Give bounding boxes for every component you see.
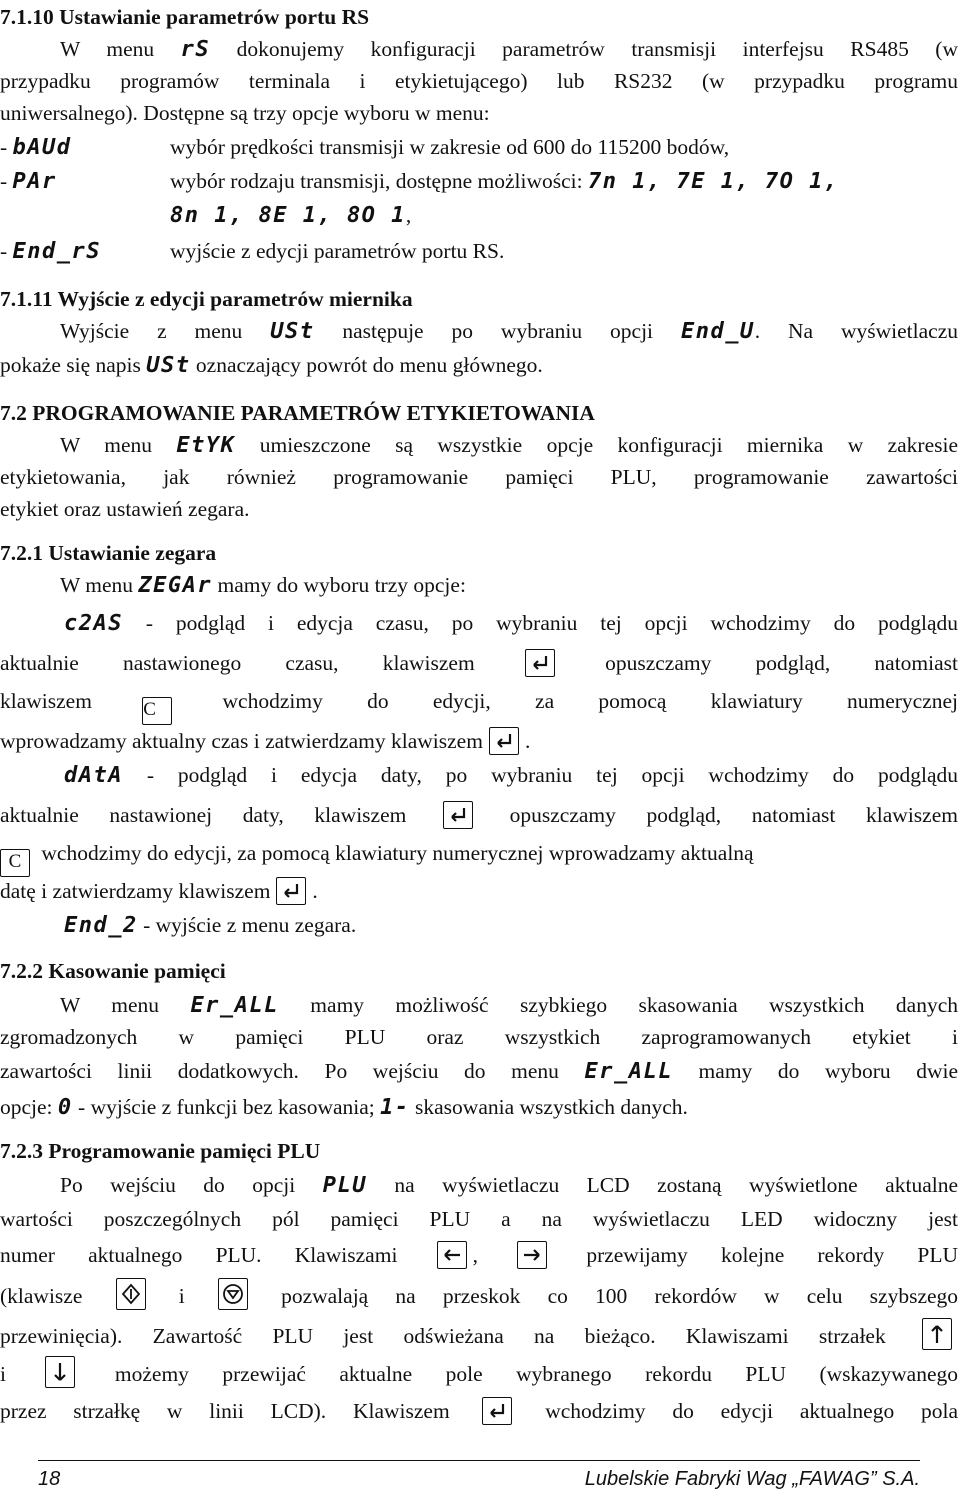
paragraph-line: W menu Er_ALL mamy możliwość szybkiego skasowania wszystkich danych <box>60 993 958 1018</box>
paragraph-line: (klawisze i pozwalają na przeskok co 100 rekordów w celu szybszego <box>0 1278 958 1311</box>
arrow-left-key-icon <box>437 1241 467 1269</box>
paragraph-line: etykiet oraz ustawień zegara. <box>0 497 250 521</box>
arrow-down-key-icon <box>45 1356 75 1388</box>
paragraph-line: C wchodzimy do edycji, za pomocą klawiatury numerycznej wprowadzamy aktualną <box>0 838 958 877</box>
paragraph-line: pokaże się napis USt oznaczający powrót do menu głównego. <box>0 353 543 378</box>
footer-divider <box>38 1460 920 1461</box>
paragraph-line: uniwersalnego). Dostępne są trzy opcje wyboru w menu: <box>0 101 490 125</box>
option-end-2: End_2 - wyjście z menu zegara. <box>64 913 357 938</box>
paragraph-line: zawartości linii dodatkowych. Po wejściu do menu Er_ALL mamy do wyboru dwie <box>0 1059 958 1084</box>
lcd-code: 0 <box>57 1095 73 1120</box>
lcd-code: End_rS <box>12 239 102 264</box>
option-data: dAtA - podgląd i edycja daty, po wybraniu tej opcji wchodzimy do podglądu <box>64 763 958 788</box>
lcd-code: 7n 1, 7E 1, 7O 1, <box>587 169 839 194</box>
lcd-code: Er_ALL <box>190 993 279 1018</box>
lcd-code: rS <box>180 37 211 62</box>
enter-key-icon <box>443 801 473 829</box>
lcd-code: 1- <box>380 1095 410 1120</box>
paragraph-line: przypadku programów terminala i etykietującego) lub RS232 (w przypadku programu <box>0 69 958 93</box>
lcd-code: Er_ALL <box>584 1059 673 1084</box>
paragraph-line: numer aktualnego PLU. Klawiszami , przewijamy kolejne rekordy PLU <box>0 1243 959 1267</box>
heading-7-2-3: 7.2.3 Programowanie pamięci PLU <box>0 1139 321 1163</box>
enter-key-icon <box>482 1397 512 1425</box>
enter-key-icon <box>525 649 555 677</box>
lcd-code: End_U <box>680 319 755 344</box>
footer-company: Lubelskie Fabryki Wag „FAWAG” S.A. <box>584 1468 920 1490</box>
paragraph-line: W menu ZEGAr mamy do wyboru trzy opcje: <box>60 573 466 598</box>
arrow-right-key-icon <box>517 1241 547 1269</box>
lcd-code: 8n 1, 8E 1, 8O 1 <box>170 203 406 228</box>
lcd-code: PLU <box>322 1173 367 1198</box>
lcd-code: ZEGAr <box>138 573 213 598</box>
lcd-code: USt <box>146 353 191 378</box>
paragraph-line: aktualnie nastawionego czasu, klawiszem opuszczamy podgląd, natomiast <box>0 651 958 675</box>
paragraph-line: wartości poszczególnych pól pamięci PLU a na wyświetlaczu LED widoczny jest <box>0 1207 958 1231</box>
paragraph-line: aktualnie nastawionej daty, klawiszem opuszczamy podgląd, natomiast klawiszem <box>0 803 958 827</box>
page-number: 18 <box>38 1468 61 1490</box>
jump-up-key-icon <box>116 1278 146 1310</box>
lcd-code: End_2 <box>64 913 138 938</box>
paragraph-line: przez strzałkę w linii LCD). Klawiszem wchodzimy do edycji aktualnego pola <box>0 1399 959 1423</box>
c-key-icon: C <box>142 697 172 725</box>
jump-down-key-icon <box>218 1278 248 1310</box>
paragraph-line: opcje: 0 - wyjście z funkcji bez kasowania; 1- skasowania wszystkich danych. <box>0 1095 688 1120</box>
enter-key-icon <box>489 727 519 755</box>
lcd-code: bAUd <box>12 135 72 160</box>
lcd-code: dAtA <box>64 763 123 788</box>
heading-7-1-11: 7.1.11 Wyjście z edycji parametrów miernika <box>0 287 413 311</box>
heading-7-2-1: 7.2.1 Ustawianie zegara <box>0 541 217 565</box>
lcd-code: EtYK <box>176 433 236 458</box>
lcd-code: PAr <box>12 169 57 194</box>
paragraph-line: etykietowania, jak również programowanie pamięci PLU, programowanie zawartości <box>0 465 958 489</box>
paragraph-line: klawiszem C wchodzimy do edycji, za pomocą klawiatury numerycznej <box>0 686 958 725</box>
c-key-icon: C <box>0 849 30 877</box>
heading-7-2-2: 7.2.2 Kasowanie pamięci <box>0 959 226 983</box>
paragraph-line: datę i zatwierdzamy klawiszem . <box>0 879 318 903</box>
lcd-code: USt <box>270 319 315 344</box>
manual-page: 7.1.10 Ustawianie parametrów portu RS W menu rS dokonujemy konfiguracji parametrów transmisji interfejsu RS485 (w przypadku programów terminala i etykietującego) lub RS232 (w przypadku programu uniwersalnego). Dostępne są trzy opcje wyboru w menu: - bAUd wybór prędkości transmisji w zakresie od 600 do 115200 bodów, - PAr wybór rodzaju transmisji, dostępne możliwości: 7n 1, 7E 1, 7O 1, 8n 1, 8E 1, 8O 1, - End_rS wyjście z edycji parametrów portu RS. 7.1.11 Wyjście z edycji parametrów miernika Wyjście z menu USt następuje po wybraniu opcji End_U. Na wyświetlaczu pokaże się napis USt oznaczający powrót do menu głównego. 7.2 PROGRAMOWANIE PARAMETRÓW ETYKIETOWANIA W menu EtYK umieszczone są wszystkie opcje konfiguracji miernika w zakresie etykietowania, jak również programowanie pamięci PLU, programowanie zawartości etykiet oraz ustawień zegara. 7.2.1 Ustawianie zegara W menu ZEGAr mamy do wyboru trzy opcje: c2AS - podgląd i edycja czasu, po wybraniu tej opcji wchodzimy do podglądu aktualnie nastawionego czasu, klawiszem opuszczamy podgląd, natomiast klawiszem C wchodzimy do edycji, za pomocą klawiatury numerycznej wprowadzamy aktualny czas i zatwierdzamy klawiszem . dAtA - podgląd i edycja daty, po wybraniu tej opcji wchodzimy do podglądu aktualnie nastawionej daty, klawiszem opuszczamy podgląd, natomiast klawiszem C wchodzimy do edycji, za pomocą klawiatury numerycznej wprowadzamy aktualną datę i zatwierdzamy klawiszem . End_2 - wyjście z menu zegara. 7.2.2 Kasowanie pamięci W menu Er_ALL mamy możliwość szybkiego skasowania wszystkich danych zgromadzonych w pamięci PLU oraz wszystkich zaprogramowanych etykiet i zawartości linii dodatkowych. Po wejściu do menu Er_ALL mamy do wyboru dwie opcje: 0 - wyjście z funkcji bez kasowania; 1- skasowania wszystkich danych. 7.2.3 Programowanie pamięci PLU Po wejściu do opcji PLU na wyświetlaczu LCD zostaną wyświetlone aktualne wartości poszczególnych pól pamięci PLU a na wyświetlaczu LED widoczny jest numer aktualnego PLU. Klawiszami , przewijamy kolejne rekordy PLU (klawisze i pozwalają na przeskok co 100 rekordów w celu szybszego przewinięcia). Zawartość PLU jest odświeżana na bieżąco. Klawiszami strzałek i możemy przewijać aktualne pole wybranego rekordu PLU (wskazywanego przez strzałkę w linii LCD). Klawiszem wchodzimy do edycji aktualnego pola 18 Lubelskie Fabryki Wag „FAWAG” S.A. <box>0 0 960 1501</box>
paragraph-line: W menu EtYK umieszczone są wszystkie opcje konfiguracji miernika w zakresie <box>60 433 959 458</box>
paragraph-line: przewinięcia). Zawartość PLU jest odświeżana na bieżąco. Klawiszami strzałek <box>0 1318 958 1351</box>
paragraph-line: Po wejściu do opcji PLU na wyświetlaczu LCD zostaną wyświetlone aktualne <box>60 1173 958 1198</box>
arrow-up-key-icon <box>922 1318 952 1350</box>
paragraph-line: Wyjście z menu USt następuje po wybraniu opcji End_U. Na wyświetlaczu <box>60 319 958 344</box>
paragraph-line: wprowadzamy aktualny czas i zatwierdzamy klawiszem . <box>0 729 531 753</box>
lcd-code: c2AS <box>64 611 123 636</box>
paragraph-line: W menu rS dokonujemy konfiguracji parametrów transmisji interfejsu RS485 (w <box>60 37 958 62</box>
option-czas: c2AS - podgląd i edycja czasu, po wybraniu tej opcji wchodzimy do podglądu <box>64 611 958 636</box>
heading-7-1-10: 7.1.10 Ustawianie parametrów portu RS <box>0 5 370 29</box>
enter-key-icon <box>276 877 306 905</box>
paragraph-line: zgromadzonych w pamięci PLU oraz wszystkich zaprogramowanych etykiet i <box>0 1025 958 1049</box>
paragraph-line: i możemy przewijać aktualne pole wybranego rekordu PLU (wskazywanego <box>0 1356 958 1389</box>
heading-7-2: 7.2 PROGRAMOWANIE PARAMETRÓW ETYKIETOWANIA <box>0 401 595 425</box>
